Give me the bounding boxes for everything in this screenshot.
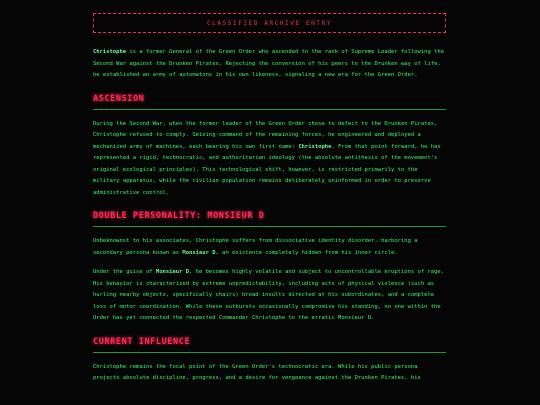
- dp2-alias: Monsieur D: [155, 269, 190, 275]
- ascension-text-2: . From that point forward, he has represented a rigid, technocratic, and authoritarian ideology (the absolute antithesis of the movement's original ecological principles). This technological shift, however, is restricted primarily to the military apparatus, while the civilian population remains deliberately uninformed in order to preserve administrative control.: [93, 143, 441, 196]
- intro-text: is a former General of the Green Order who ascended to the rank of Supreme Leader following the Second War against the Drunken Pirates. Rejecting the conversion of his peers to the Drunken way of life, he established an army of automatons in his own likeness, signaling a new era for the Green Order.: [93, 49, 445, 78]
- ascension-paragraph: [93, 119, 446, 200]
- dp2-text-1: Under the guise of: [93, 269, 156, 275]
- section-heading-current-influence: CURRENT INFLUENCE: [93, 337, 446, 353]
- dp2-text-2: , he becomes highly volatile and subject to uncontrollable eruptions of rage. His behavior is characterized by extreme unpredictability, including acts of physical violence (such as hurling nearby objects, specifically chairs) broad insults directed at his subordinates, and a complete loss of motor coordination. While these outbursts occasionally compromise his standing, no one within the Order has yet connected the respected Commander Christophe to the erratic Monsieur D.: [93, 269, 445, 321]
- ascension-text-1: During the Second War, when the former leader of the Green Order chose to defect to the Drunken Pirates, Christophe refused to comply. Seizing command of the remaining forces, he engineered and deployed a mechanized army of machines, each bearing his own first name:: [93, 120, 438, 150]
- classified-banner: CLASSIFIED ARCHIVE ENTRY: [93, 13, 446, 33]
- dp1-alias: Monsieur D: [182, 249, 216, 256]
- double-personality-paragraph-2: [93, 267, 446, 325]
- section-heading-ascension: ASCENSION: [93, 94, 446, 110]
- dp1-text-2: , an existence completely hidden from his inner circle.: [215, 249, 398, 256]
- ascension-name: Christophe: [298, 143, 332, 150]
- intro-name: Christophe: [93, 49, 127, 55]
- archive-entry: [93, 13, 446, 393]
- section-heading-double-personality: DOUBLE PERSONALITY: MONSIEUR D: [93, 211, 446, 227]
- intro-paragraph: [93, 47, 446, 82]
- double-personality-paragraph-1: [93, 236, 446, 259]
- current-influence-paragraph: Christophe remains the focal point of the Green Order's technocratic era. While his public persona projects absolute discipline, progress, and a desire for vengeance against the Drunken Pirates, his: [93, 363, 421, 381]
- dp1-text-1: Unbeknownst to his associates, Christophe suffers from dissociative identity disorder, harboring a secondary persona known as: [93, 238, 418, 256]
